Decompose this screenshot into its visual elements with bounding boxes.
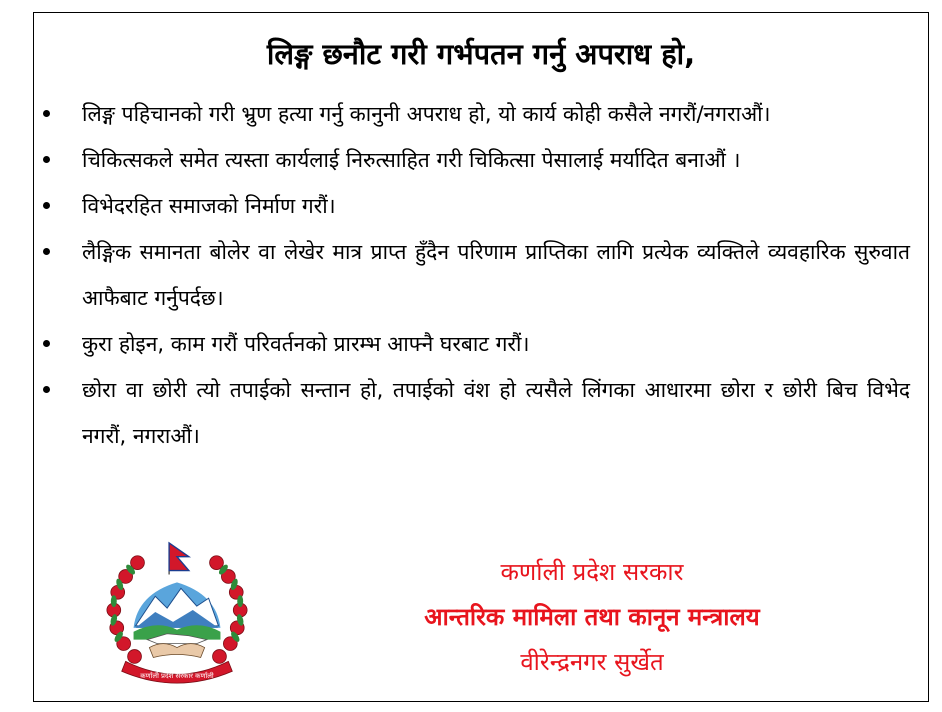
notice-frame [33,12,929,702]
bullet-text: चिकित्सकले समेत त्यस्ता कार्यलाई निरुत्साहित गरी चिकित्सा पेसालाई मर्यादित बनाऔं । [82,148,741,172]
bullet-text: विभेदरहित समाजको निर्माण गरौं। [82,194,336,218]
bullet-icon [43,156,50,163]
bullet-list [34,91,928,459]
bullet-icon [43,340,50,347]
flag-icon [169,543,189,575]
notice-title: लिङ्ग छनौट गरी गर्भपतन गर्नु अपराध हो, [266,37,696,71]
list-item [34,367,928,459]
bullet-icon [43,110,50,117]
list-item [34,91,928,137]
government-name: कर्णाली प्रदेश सरकार [500,558,684,586]
list-item [34,321,928,367]
bullet-icon [43,248,50,255]
nepal-emblem-icon [98,536,256,692]
list-item [34,183,928,229]
emblem-ribbon-text: कर्णाली प्रदेश सरकार कर्णाली [140,672,214,681]
handshake-icon [149,644,204,658]
bullet-text: कुरा होइन, काम गरौं परिवर्तनको प्रारम्भ आफ्नै घरबाट गरौं। [82,332,530,356]
bullet-icon [43,386,50,393]
list-item [34,229,928,321]
bullet-text: लिङ्ग पहिचानको गरी भ्रुण हत्या गर्नु कानुनी अपराध हो, यो कार्य कोही कसैले नगरौं/नगराऔं। [82,102,771,126]
office-location: वीरेन्द्रनगर सुर्खेत [520,648,664,676]
ministry-name: आन्तरिक मामिला तथा कानून मन्त्रालय [424,603,760,631]
bullet-icon [43,202,50,209]
list-item [34,137,928,183]
bullet-text: छोरा वा छोरी त्यो तपाईको सन्तान हो, तपाईको वंश हो त्यसैले लिंगका आधारमा छोरा र छोरी बिच विभेद नगरौं, नगराऔं। [82,378,910,448]
bullet-text: लैङ्गिक समानता बोलेर वा लेखेर मात्र प्राप्त हुँदैन परिणाम प्राप्तिका लागि प्रत्येक व्यक्तिले व्यवहारिक सुरुवात आफैबाट गर्नुपर्दछ। [82,240,910,310]
office-block [256,550,928,685]
